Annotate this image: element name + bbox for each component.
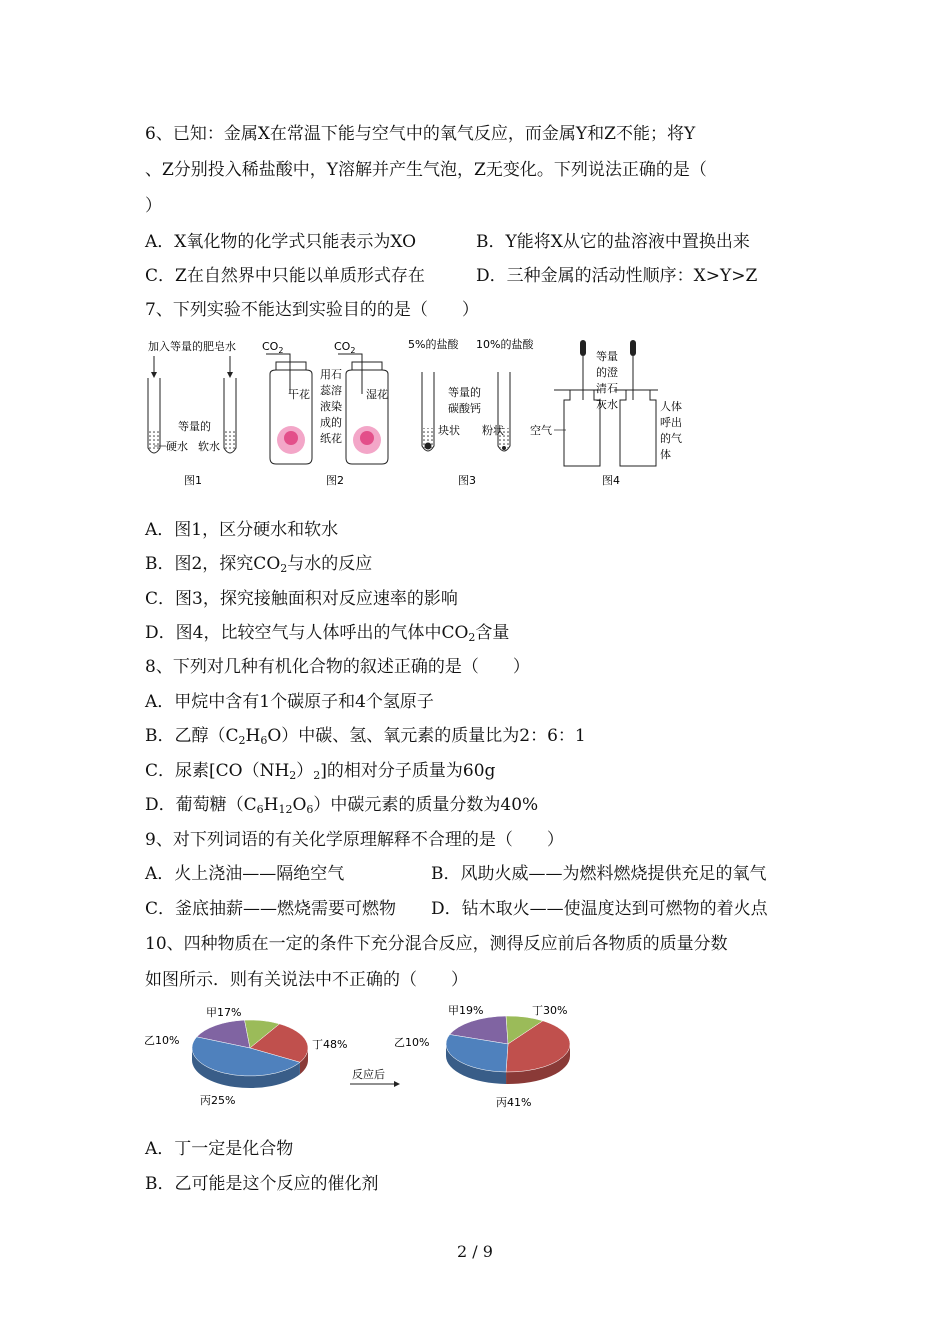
fig4-breath-1: 人体 bbox=[660, 400, 682, 413]
fig4-breath-2: 呼出 bbox=[660, 416, 682, 429]
fig2-desc-5: 纸花 bbox=[320, 432, 342, 445]
fig3-desc-1: 等量的 bbox=[448, 386, 481, 399]
q6-option-c: C．Z在自然界中只能以单质形式存在 bbox=[145, 266, 425, 286]
fig2-co2-right: $CO_2$ bbox=[334, 340, 356, 355]
pie-label-乙: 乙10% bbox=[144, 1034, 180, 1047]
fig3-left-top: 5%的盐酸 bbox=[408, 338, 459, 351]
q6-stem-line3: ） bbox=[145, 196, 162, 216]
q10-option-a: A．丁一定是化合物 bbox=[145, 1139, 294, 1159]
fig3-left-shape: 块状 bbox=[438, 424, 460, 437]
q10-stem-line2: 如图所示．则有关说法中不正确的（ ） bbox=[145, 970, 468, 990]
fig4-breath-4: 体 bbox=[660, 448, 671, 461]
q6-option-b: B．Y能将X从它的盐溶液中置换出来 bbox=[476, 232, 750, 252]
q9-stem: 9、对下列词语的有关化学原理解释不合理的是（ ） bbox=[145, 830, 564, 850]
fig2-desc-2: 蕊溶 bbox=[320, 384, 342, 397]
fig3-right-shape: 粉状 bbox=[482, 424, 504, 437]
pie-label-丁: 丁30% bbox=[532, 1004, 568, 1017]
fig4-drop-1: 等量 bbox=[596, 350, 618, 363]
reaction-arrow-label: 反应后 bbox=[352, 1068, 385, 1081]
q10-stem-line1: 10、四种物质在一定的条件下充分混合反应，测得反应前后各物质的质量分数 bbox=[145, 934, 728, 954]
q8-option-d: D．葡萄糖$(C_6H_{12}O_6)$中碳元素的质量分数为40% bbox=[145, 795, 539, 816]
q10-option-b: B．乙可能是这个反应的催化剂 bbox=[145, 1174, 379, 1194]
fig1-caption: 图1 bbox=[184, 474, 202, 487]
q7-option-b: B．图2，探究$CO_2$与水的反应 bbox=[145, 554, 373, 575]
q6-stem-line2: 、Z分别投入稀盐酸中，Y溶解并产生气泡，Z无变化。下列说法正确的是（ bbox=[145, 160, 707, 180]
pie-label-甲: 甲19% bbox=[448, 1004, 484, 1017]
fig1-right-label: 软水 bbox=[198, 440, 220, 453]
pie-label-丁: 丁48% bbox=[312, 1038, 348, 1051]
q7-figure-4 bbox=[530, 334, 690, 494]
fig2-desc-1: 用石 bbox=[320, 368, 342, 381]
pie-label-乙: 乙10% bbox=[394, 1036, 430, 1049]
q9-option-c: C．釜底抽薪——燃烧需要可燃物 bbox=[145, 899, 397, 919]
q7-option-d: D．图4，比较空气与人体呼出的气体中$CO_2$含量 bbox=[145, 623, 510, 644]
q8-stem: 8、下列对几种有机化合物的叙述正确的是（ ） bbox=[145, 657, 530, 677]
fig3-right-top: 10%的盐酸 bbox=[476, 338, 534, 351]
fig2-desc-3: 液染 bbox=[320, 400, 342, 413]
q10-pie-charts bbox=[140, 1000, 590, 1115]
q7-option-c: C．图3，探究接触面积对反应速率的影响 bbox=[145, 589, 458, 609]
fig4-drop-4: 灰水 bbox=[596, 398, 618, 411]
fig2-wet-flower-label: 湿花 bbox=[366, 388, 388, 401]
q9-option-b: B．风助火威——为燃料燃烧提供充足的氧气 bbox=[431, 864, 767, 884]
fig1-mid-label: 等量的 bbox=[178, 420, 211, 433]
pie-label-丙: 丙41% bbox=[496, 1096, 532, 1109]
q7-figure-1 bbox=[140, 334, 250, 494]
fig4-drop-2: 的澄 bbox=[596, 366, 618, 379]
pie-label-丙: 丙25% bbox=[200, 1094, 236, 1107]
fig2-co2-left: $CO_2$ bbox=[262, 340, 284, 355]
fig3-desc-2: 碳酸钙 bbox=[448, 402, 481, 415]
fig2-caption: 图2 bbox=[326, 474, 344, 487]
q7-option-a: A．图1，区分硬水和软水 bbox=[145, 520, 339, 540]
q9-option-a: A．火上浇油——隔绝空气 bbox=[145, 864, 345, 884]
q6-option-d: D．三种金属的活动性顺序：X>Y>Z bbox=[476, 266, 758, 286]
q8-option-c: C．尿素$[CO(NH_2)_2]$的相对分子质量为60g bbox=[145, 761, 496, 782]
q7-figure-2 bbox=[262, 334, 402, 494]
q9-option-d: D．钻木取火——使温度达到可燃物的着火点 bbox=[431, 899, 768, 919]
fig4-drop-3: 清石 bbox=[596, 382, 618, 395]
q6-stem-line1: 6、已知：金属X在常温下能与空气中的氧气反应，而金属Y和Z不能；将Y bbox=[145, 124, 696, 144]
q7-stem: 7、下列实验不能达到实验目的的是（ ） bbox=[145, 300, 479, 320]
fig1-left-label: 硬水 bbox=[166, 440, 188, 453]
fig2-dry-flower-label: 干花 bbox=[288, 388, 310, 401]
fig4-air-label: 空气 bbox=[530, 424, 552, 437]
page-number: 2 / 9 bbox=[457, 1242, 493, 1261]
fig4-breath-3: 的气 bbox=[660, 432, 682, 445]
pie-after bbox=[394, 1004, 570, 1109]
q8-option-b: B．乙醇$(C_2H_6O)$中碳、氢、氧元素的质量比为2：6：1 bbox=[145, 726, 586, 747]
fig3-caption: 图3 bbox=[458, 474, 476, 487]
q7-figure-3 bbox=[406, 334, 536, 494]
pie-label-甲: 甲17% bbox=[206, 1006, 242, 1019]
fig2-desc-4: 成的 bbox=[320, 416, 342, 429]
q6-option-a: A．X氧化物的化学式只能表示为XO bbox=[145, 232, 417, 252]
pie-before bbox=[144, 1006, 347, 1107]
fig4-caption: 图4 bbox=[602, 474, 620, 487]
fig1-top-label: 加入等量的肥皂水 bbox=[148, 340, 236, 353]
q8-option-a: A．甲烷中含有1个碳原子和4个氢原子 bbox=[145, 692, 434, 712]
